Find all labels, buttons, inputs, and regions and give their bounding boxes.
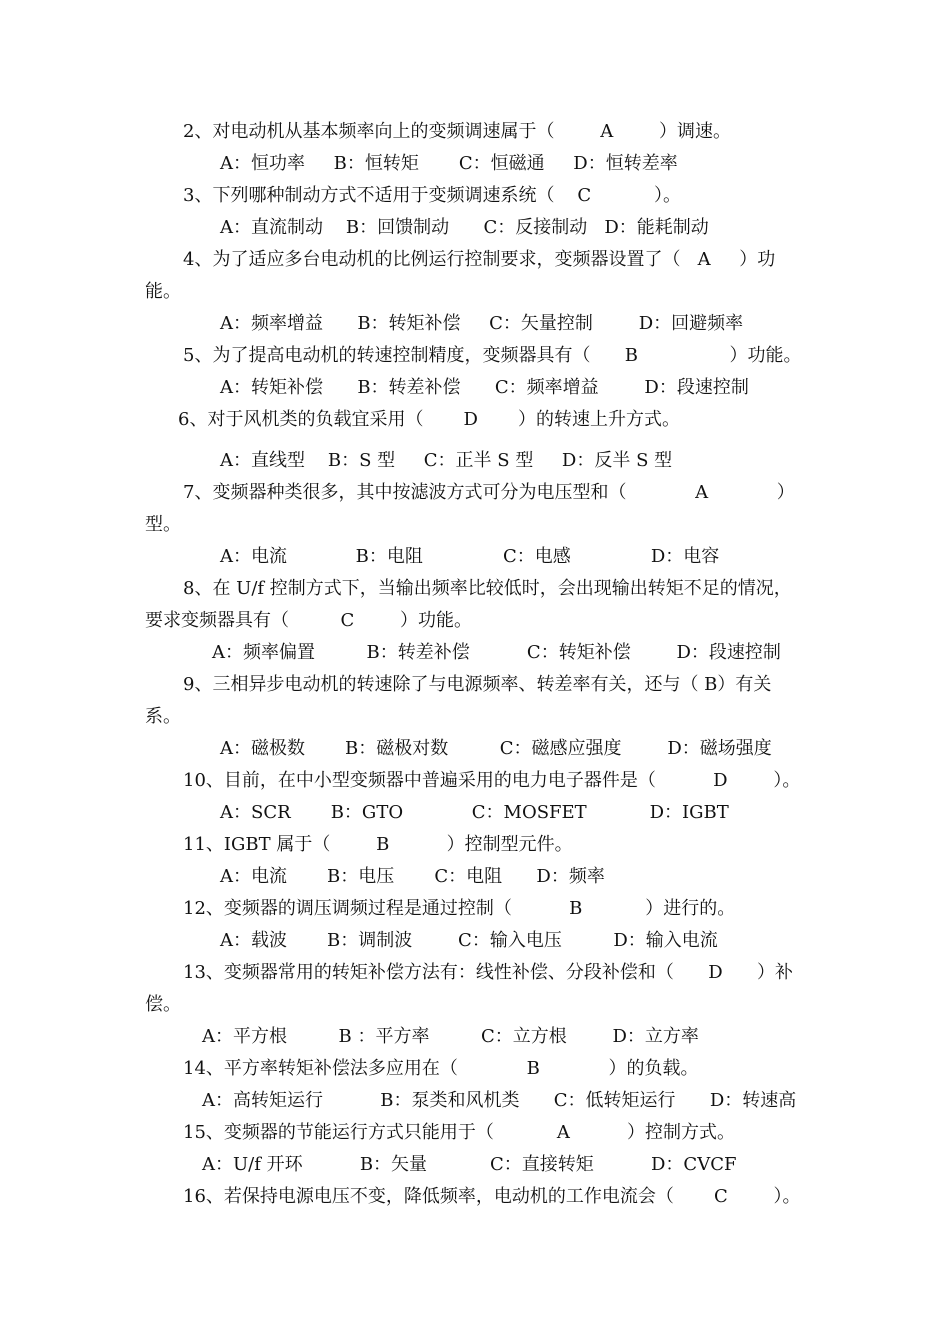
question-10-stem: 10、目前，在中小型变频器中普遍采用的电力电子器件是（ D ）。: [183, 770, 801, 791]
question-14-stem: 14、平方率转矩补偿法多应用在（ B ）的负载。: [183, 1058, 699, 1079]
question-3-stem: 3、下列哪种制动方式不适用于变频调速系统（ C ）。: [183, 185, 682, 206]
question-9-continuation: 系。: [145, 706, 181, 727]
question-15-stem: 15、变频器的节能运行方式只能用于（ A ）控制方式。: [183, 1122, 736, 1143]
question-15-options: A：U/f 开环 B：矢量 C：直接转矩 D：CVCF: [202, 1154, 737, 1175]
question-9-stem: 9、三相异步电动机的转速除了与电源频率、转差率有关，还与（ B）有关: [183, 674, 772, 695]
question-2-options: A：恒功率 B：恒转矩 C：恒磁通 D：恒转差率: [220, 153, 678, 174]
question-13-continuation: 偿。: [145, 994, 181, 1015]
question-10-options: A：SCR B：GTO C：MOSFET D：IGBT: [220, 802, 729, 823]
question-14-options: A：高转矩运行 B：泵类和风机类 C：低转矩运行 D：转速高: [202, 1090, 797, 1111]
question-13-options: A：平方根 B ：平方率 C：立方根 D：立方率: [202, 1026, 699, 1047]
question-9-options: A：磁极数 B：磁极对数 C：磁感应强度 D：磁场强度: [220, 738, 772, 759]
question-16-stem: 16、若保持电源电压不变，降低频率，电动机的工作电流会（ C ）。: [183, 1186, 801, 1207]
question-8-stem: 8、在 U/f 控制方式下，当输出频率比较低时，会出现输出转矩不足的情况，: [183, 578, 792, 599]
question-7-options: A：电流 B：电阻 C：电感 D：电容: [220, 546, 720, 567]
question-6-stem: 6、对于风机类的负载宜采用（ D ）的转速上升方式。: [178, 409, 680, 430]
question-7-continuation: 型。: [145, 514, 181, 535]
question-5-stem: 5、为了提高电动机的转速控制精度，变频器具有（ B ）功能。: [183, 345, 802, 366]
question-13-stem: 13、变频器常用的转矩补偿方法有：线性补偿、分段补偿和（ D ）补: [183, 962, 793, 983]
question-12-stem: 12、变频器的调压调频过程是通过控制（ B ）进行的。: [183, 898, 736, 919]
question-8-continuation: 要求变频器具有（ C ）功能。: [145, 610, 473, 631]
question-11-options: A：电流 B：电压 C：电阻 D：频率: [220, 866, 605, 887]
question-3-options: A：直流制动 B：回馈制动 C：反接制动 D：能耗制动: [220, 217, 709, 238]
question-8-options: A：频率偏置 B：转差补偿 C：转矩补偿 D：段速控制: [212, 642, 781, 663]
question-6-options: A：直线型 B：S 型 C：正半 S 型 D：反半 S 型: [220, 450, 673, 471]
question-11-stem: 11、IGBT 属于（ B ）控制型元件。: [183, 834, 573, 855]
question-4-options: A：频率增益 B：转矩补偿 C：矢量控制 D：回避频率: [220, 313, 744, 334]
question-4-stem: 4、为了适应多台电动机的比例运行控制要求，变频器设置了（ A ）功: [183, 249, 776, 270]
question-5-options: A：转矩补偿 B：转差补偿 C：频率增益 D：段速控制: [220, 377, 749, 398]
question-2-stem: 2、对电动机从基本频率向上的变频调速属于（ A ）调速。: [183, 121, 731, 142]
question-12-options: A：载波 B：调制波 C：输入电压 D：输入电流: [220, 930, 718, 951]
question-7-stem: 7、变频器种类很多，其中按滤波方式可分为电压型和（ A ）: [183, 482, 795, 503]
question-4-continuation: 能。: [145, 281, 181, 302]
